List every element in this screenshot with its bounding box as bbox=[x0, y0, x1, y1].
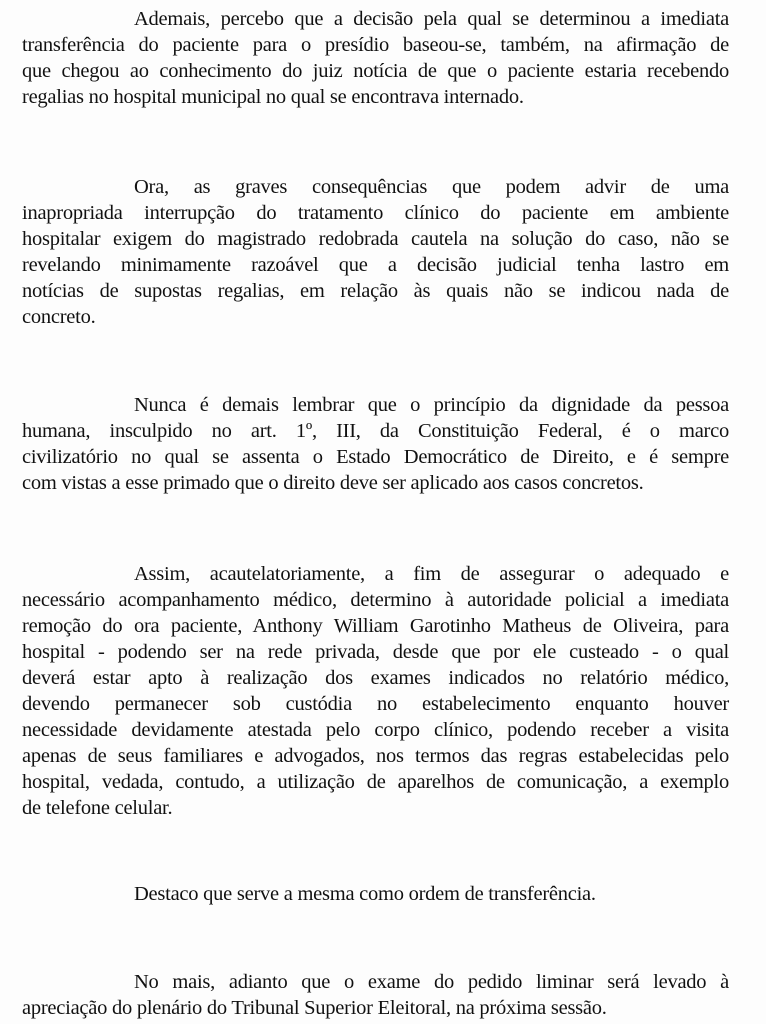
text-line: devendo permanecer sob custódia no estabelecimento enquanto houver bbox=[22, 693, 729, 715]
text-line: Ademais, percebo que a decisão pela qual se determinou a imediata bbox=[134, 8, 729, 30]
text-line: remoção do ora paciente, Anthony William Garotinho Matheus de Oliveira, para bbox=[22, 615, 729, 637]
text-line: Nunca é demais lembrar que o princípio da dignidade da pessoa bbox=[134, 394, 729, 416]
text-line: apenas de seus familiares e advogados, nos termos das regras estabelecidas pelo bbox=[22, 745, 729, 767]
text-line: Ora, as graves consequências que podem advir de uma bbox=[134, 176, 729, 198]
text-line: de telefone celular. bbox=[22, 797, 173, 819]
text-line: deverá estar apto à realização dos exames indicados no relatório médico, bbox=[22, 667, 729, 689]
text-line: revelando minimamente razoável que a decisão judicial tenha lastro em bbox=[22, 254, 729, 276]
text-line: necessário acompanhamento médico, determino à autoridade policial a imediata bbox=[22, 589, 729, 611]
text-line: notícias de supostas regalias, em relação às quais não se indicou nada de bbox=[22, 280, 729, 302]
text-line: humana, insculpido no art. 1º, III, da Constituição Federal, é o marco bbox=[22, 420, 729, 442]
text-line: hospitalar exigem do magistrado redobrada cautela na solução do caso, não se bbox=[22, 228, 729, 250]
text-line: Destaco que serve a mesma como ordem de transferência. bbox=[134, 883, 596, 905]
text-line: inapropriada interrupção do tratamento clínico do paciente em ambiente bbox=[22, 202, 729, 224]
text-line: hospital - podendo ser na rede privada, desde que por ele custeado - o qual bbox=[22, 641, 729, 663]
text-line: concreto. bbox=[22, 306, 96, 328]
text-line: com vistas a esse primado que o direito deve ser aplicado aos casos concretos. bbox=[22, 472, 644, 494]
text-line: civilizatório no qual se assenta o Estado Democrático de Direito, e é sempre bbox=[22, 446, 729, 468]
text-line: que chegou ao conhecimento do juiz notícia de que o paciente estaria recebendo bbox=[22, 60, 729, 82]
text-line: apreciação do plenário do Tribunal Superior Eleitoral, na próxima sessão. bbox=[22, 997, 607, 1019]
text-line: hospital, vedada, contudo, a utilização de aparelhos de comunicação, a exemplo bbox=[22, 771, 729, 793]
text-line: No mais, adianto que o exame do pedido liminar será levado à bbox=[134, 971, 729, 993]
text-line: regalias no hospital municipal no qual se encontrava internado. bbox=[22, 86, 524, 108]
text-line: Assim, acautelatoriamente, a fim de assegurar o adequado e bbox=[134, 563, 729, 585]
text-line: transferência do paciente para o presídio baseou-se, também, na afirmação de bbox=[22, 34, 729, 56]
text-line: necessidade devidamente atestada pelo corpo clínico, podendo receber a visita bbox=[22, 719, 729, 741]
